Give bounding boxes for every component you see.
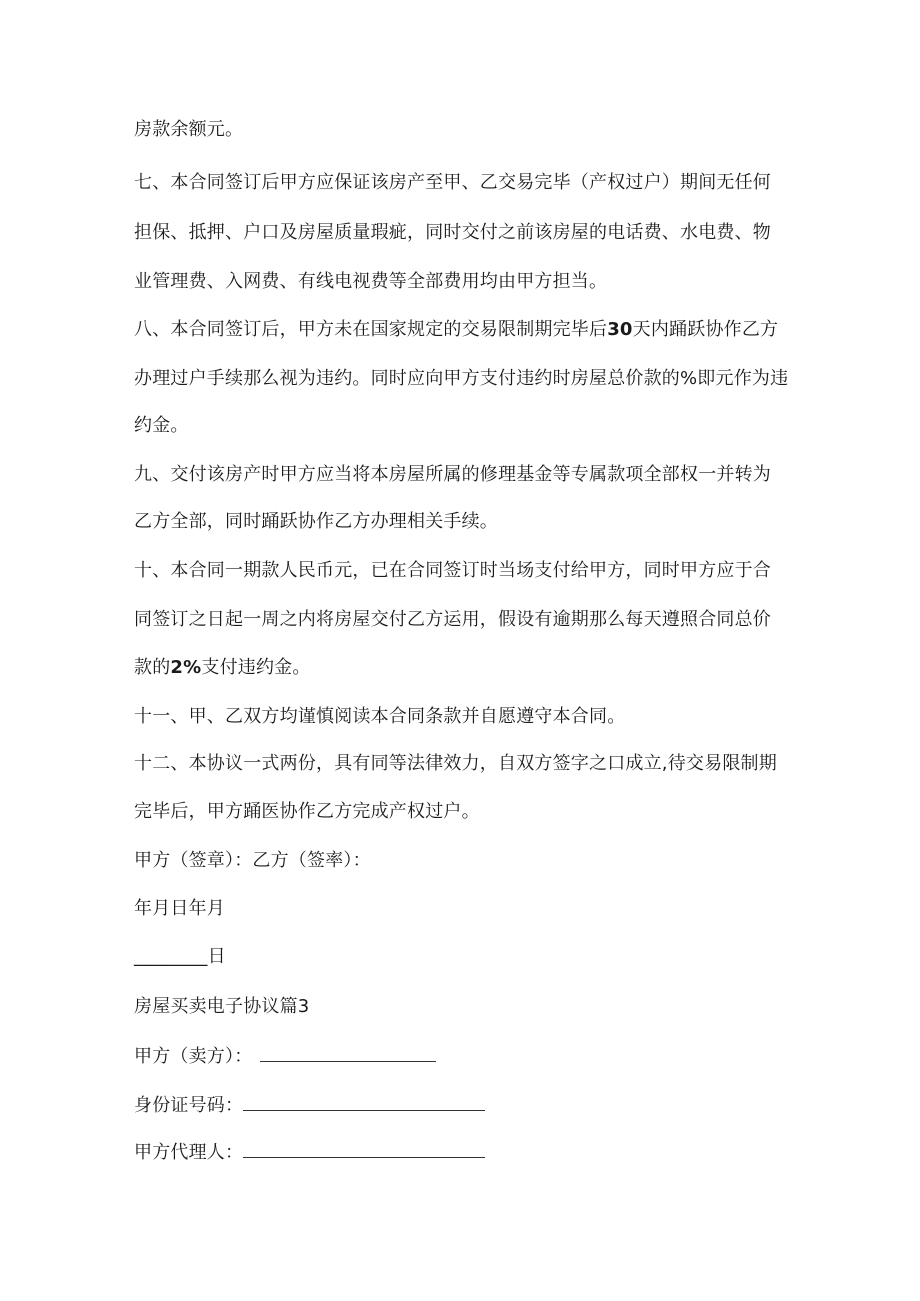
clause-12-line-2: 完毕后，甲方踊医协作乙方完成产权过户。: [134, 801, 480, 822]
clause-7-line-1: 七、本合同签订后甲方应保证该房产至甲、乙交易完毕（产权过户）期间无任何: [134, 172, 771, 193]
clause-8-text-a: 八、本合同签订后，甲方未在国家规定的交易限制期完毕后: [134, 319, 608, 340]
clause-10-text-b: 支付违约金。: [201, 657, 311, 678]
paragraph-line: 房款余额元。: [134, 119, 244, 140]
date-day-line: [134, 945, 226, 969]
id-number-blank[interactable]: [243, 1092, 485, 1111]
clause-11-line: 十一、甲、乙双方均谨慎阅读本合同条款并自愿遵守本合同。: [134, 706, 626, 727]
section-title: 房屋买卖电子协议篇3: [134, 996, 310, 1017]
date-line: 年月日年月: [134, 898, 225, 919]
clause-10-text-a: 款的: [134, 657, 171, 678]
agent-field: [134, 1139, 485, 1165]
clause-10-percent: 2%: [170, 657, 202, 678]
clause-10-line-1: 十、本合同一期款人民币元，已在合同签订时当场支付给甲方，同时甲方应于合: [134, 560, 771, 581]
seller-blank[interactable]: [260, 1043, 436, 1062]
day-blank: ________: [134, 946, 208, 967]
id-number-field: [134, 1092, 485, 1118]
seller-field: [134, 1043, 436, 1069]
clause-8-line-1: [134, 318, 778, 342]
seller-label: 甲方（卖方）：: [134, 1046, 253, 1067]
clause-8-text-b: 天内踊跃协作乙方: [632, 319, 779, 340]
clause-8-days-number: 30: [607, 319, 633, 340]
clause-12-line-1: 十二、本协议一式两份，具有同等法律效力，自双方签字之口成立,待交易限制期: [134, 753, 777, 774]
clause-7-line-3: 业管理费、入网费、有线电视费等全部费用均由甲方担当。: [134, 271, 608, 292]
clause-7-line-2: 担保、抵押、户口及房屋质量瑕疵，同时交付之前该房屋的电话费、水电费、物: [134, 222, 771, 243]
signature-line: 甲方（签章）：乙方（签率）：: [134, 850, 371, 871]
agent-label: 甲方代理人：: [134, 1142, 244, 1163]
agent-blank[interactable]: [243, 1139, 485, 1158]
day-label: 日: [207, 946, 226, 967]
id-number-label: 身份证号码：: [134, 1095, 244, 1116]
clause-8-line-3: 约金。: [134, 415, 189, 436]
clause-10-line-3: [134, 656, 311, 680]
clause-8-line-2: 办理过户手续那么视为违约。同时应向甲方支付违约时房屋总价款的%即元作为违: [134, 368, 789, 389]
clause-9-line-2: 乙方全部，同时踊跃协作乙方办理相关手续。: [134, 511, 498, 532]
clause-10-line-2: 同签订之日起一周之内将房屋交付乙方运用，假设有逾期那么每天遵照合同总价: [134, 609, 771, 630]
clause-9-line-1: 九、交付该房产时甲方应当将本房屋所属的修理基金等专属款项全部权一并转为: [134, 464, 771, 485]
